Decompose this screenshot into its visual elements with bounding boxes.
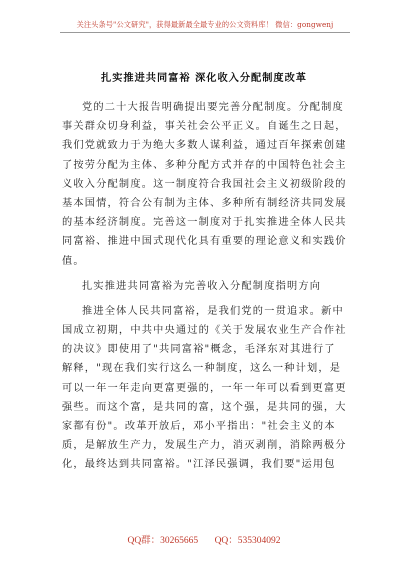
- footer-contact: [0, 532, 408, 546]
- header-note: 关注头条号"公文研究"，获得最新最全最专业的公文资料库！ 微信：gongwenj: [76, 20, 334, 29]
- paragraph-1-line: 同富裕、推进中国式现代化具有重要的理论意义和实践价: [62, 236, 347, 248]
- paragraph-3-line: 化，最终达到共同富裕。"江泽民强调，我们要"运用包: [62, 459, 336, 471]
- paragraph-1-line: 基本国情，符合公有制为主体、多种所有制经济共同发展: [62, 197, 347, 209]
- paragraph-1-line: 党的二十大报告明确提出要完善分配制度。分配制度: [82, 102, 344, 113]
- paragraph-3-line: 家都有份"。改革开放后，邓小平指出："社会主义的本: [62, 421, 336, 432]
- paragraph-3-line: 可以一年一年走向更富更强的，一年一年可以看到更富更: [62, 382, 347, 394]
- paragraph-1-line: 值。: [62, 255, 85, 267]
- paragraph-3-line: 的决议》即使用了"共同富裕"概念，毛泽东对其进行了: [62, 344, 336, 356]
- paragraph-1-line: 事关群众切身利益，事关社会公平正义。自诞生之日起，: [62, 121, 347, 133]
- header-divider: [60, 32, 350, 33]
- paragraph-3-line: 国成立初期，中共中央通过的《关于发展农业生产合作社: [62, 325, 347, 337]
- qq-group-number: QQ群：30265665: [127, 536, 199, 546]
- paragraph-1-line: 义收入分配制度。这一制度符合我国社会主义初级阶段的: [62, 178, 347, 190]
- document-body: [62, 98, 359, 475]
- paragraph-1-line: 的基本经济制度。完善这一制度对于扎实推进全体人民共: [62, 217, 347, 229]
- paragraph-3-line: 推进全体人民共同富裕，是我们党的一贯追求。新中: [82, 305, 344, 317]
- document-title: 扎实推进共同富裕 深化收入分配制度改革: [101, 72, 307, 84]
- paragraph-1-line: 我们党就致力于为绝大多数人谋利益，通过百年探索创建: [62, 140, 347, 152]
- qq-number: QQ：535304092: [214, 536, 281, 546]
- paragraph-3-line: 解释，"现在我们实行这么一种制度，这么一种计划，是: [62, 363, 342, 375]
- section-heading: 扎实推进共同富裕为完善收入分配制度指明方向: [82, 280, 322, 292]
- paragraph-1-line: 了按劳分配为主体、多种分配方式并存的中国特色社会主: [62, 159, 347, 171]
- paragraph-3-line: 强些。而这个富，是共同的富，这个强，是共同的强，大: [62, 401, 347, 413]
- paragraph-3-line: 质，是解放生产力，发展生产力，消灭剥削，消除两极分: [62, 440, 347, 452]
